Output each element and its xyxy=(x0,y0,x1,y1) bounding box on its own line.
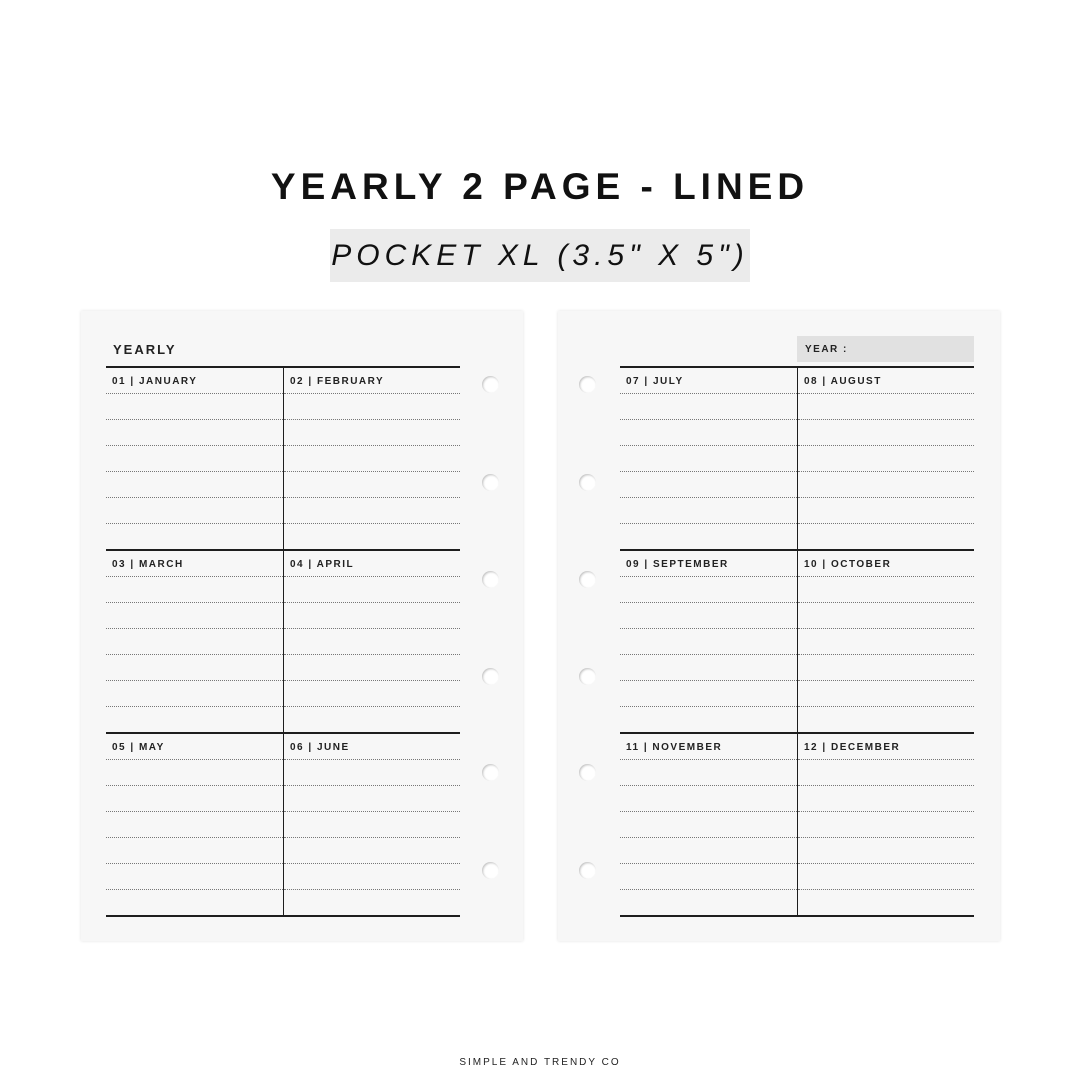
month-grid xyxy=(620,366,974,916)
writing-line xyxy=(106,785,283,786)
writing-line xyxy=(106,654,283,655)
writing-line xyxy=(798,523,974,524)
month-cell-march xyxy=(106,549,283,732)
writing-line xyxy=(106,863,283,864)
writing-line xyxy=(284,863,460,864)
title: YEARLY 2 PAGE - LINED xyxy=(270,166,810,207)
writing-line xyxy=(106,706,283,707)
grid-bottom-rule xyxy=(620,915,974,917)
writing-line xyxy=(284,393,460,394)
writing-line xyxy=(798,889,974,890)
writing-line xyxy=(284,785,460,786)
writing-line xyxy=(798,419,974,420)
writing-line xyxy=(620,654,797,655)
writing-line xyxy=(798,628,974,629)
writing-line xyxy=(620,889,797,890)
writing-line xyxy=(106,602,283,603)
month-cell-august xyxy=(797,366,974,549)
month-label: 09 | SEPTEMBER xyxy=(626,559,729,570)
writing-line xyxy=(106,471,283,472)
writing-line xyxy=(620,419,797,420)
writing-line xyxy=(106,419,283,420)
writing-line xyxy=(798,602,974,603)
punch-hole xyxy=(482,571,499,588)
writing-line xyxy=(620,497,797,498)
writing-line xyxy=(284,837,460,838)
month-label: 01 | JANUARY xyxy=(112,376,198,387)
month-label: 06 | JUNE xyxy=(290,742,350,753)
writing-line xyxy=(284,889,460,890)
month-cell-january xyxy=(106,366,283,549)
writing-line xyxy=(798,576,974,577)
writing-line xyxy=(798,811,974,812)
month-cell-april xyxy=(283,549,460,732)
punch-hole xyxy=(579,571,596,588)
writing-line xyxy=(620,759,797,760)
month-cell-september xyxy=(620,549,797,732)
writing-line xyxy=(798,837,974,838)
writing-line xyxy=(620,628,797,629)
writing-line xyxy=(284,759,460,760)
writing-line xyxy=(106,393,283,394)
month-label: 11 | NOVEMBER xyxy=(626,742,723,753)
punch-hole xyxy=(482,764,499,781)
writing-line xyxy=(798,706,974,707)
month-label: 07 | JULY xyxy=(626,376,684,387)
punch-hole xyxy=(579,862,596,879)
writing-line xyxy=(798,445,974,446)
writing-line xyxy=(620,602,797,603)
year-label: YEAR : xyxy=(805,344,848,355)
month-cell-june xyxy=(283,732,460,915)
month-cell-may xyxy=(106,732,283,915)
writing-line xyxy=(106,628,283,629)
writing-line xyxy=(620,863,797,864)
month-label: 02 | FEBRUARY xyxy=(290,376,385,387)
month-cell-november xyxy=(620,732,797,915)
punch-hole xyxy=(482,862,499,879)
writing-line xyxy=(284,523,460,524)
writing-line xyxy=(284,811,460,812)
writing-line xyxy=(106,497,283,498)
month-cell-july xyxy=(620,366,797,549)
punch-hole xyxy=(482,376,499,393)
month-label: 03 | MARCH xyxy=(112,559,184,570)
writing-line xyxy=(798,785,974,786)
month-label: 10 | OCTOBER xyxy=(804,559,892,570)
writing-line xyxy=(284,628,460,629)
punch-hole xyxy=(482,668,499,685)
month-cell-october xyxy=(797,549,974,732)
writing-line xyxy=(620,523,797,524)
month-label: 05 | MAY xyxy=(112,742,165,753)
writing-line xyxy=(106,680,283,681)
punch-hole xyxy=(579,474,596,491)
writing-line xyxy=(284,706,460,707)
writing-line xyxy=(798,654,974,655)
writing-line xyxy=(106,889,283,890)
writing-line xyxy=(284,576,460,577)
month-label: 12 | DECEMBER xyxy=(804,742,901,753)
writing-line xyxy=(284,654,460,655)
writing-line xyxy=(284,471,460,472)
month-cell-december xyxy=(797,732,974,915)
writing-line xyxy=(798,471,974,472)
month-cell-february xyxy=(283,366,460,549)
writing-line xyxy=(284,497,460,498)
writing-line xyxy=(106,576,283,577)
punch-hole xyxy=(482,474,499,491)
writing-line xyxy=(620,576,797,577)
writing-line xyxy=(798,680,974,681)
writing-line xyxy=(620,445,797,446)
month-label: 08 | AUGUST xyxy=(804,376,882,387)
writing-line xyxy=(620,393,797,394)
right-page xyxy=(558,311,1000,941)
writing-line xyxy=(798,497,974,498)
writing-line xyxy=(798,393,974,394)
punch-hole xyxy=(579,764,596,781)
page-heading: YEARLY xyxy=(113,342,177,357)
punch-hole xyxy=(579,668,596,685)
writing-line xyxy=(284,419,460,420)
grid-bottom-rule xyxy=(106,915,460,917)
writing-line xyxy=(620,706,797,707)
writing-line xyxy=(284,602,460,603)
month-grid xyxy=(106,366,460,916)
left-page xyxy=(81,311,523,941)
year-box[interactable] xyxy=(797,336,974,362)
writing-line xyxy=(620,811,797,812)
subtitle: POCKET XL (3.5" X 5") xyxy=(331,238,749,272)
writing-line xyxy=(798,863,974,864)
writing-line xyxy=(106,837,283,838)
writing-line xyxy=(284,445,460,446)
writing-line xyxy=(620,471,797,472)
writing-line xyxy=(798,759,974,760)
writing-line xyxy=(620,837,797,838)
punch-hole xyxy=(579,376,596,393)
writing-line xyxy=(106,759,283,760)
month-label: 04 | APRIL xyxy=(290,559,355,570)
writing-line xyxy=(106,445,283,446)
subtitle-box xyxy=(330,229,750,282)
writing-line xyxy=(106,811,283,812)
writing-line xyxy=(284,680,460,681)
writing-line xyxy=(620,785,797,786)
writing-line xyxy=(106,523,283,524)
footer-brand: SIMPLE AND TRENDY CO xyxy=(459,1057,621,1068)
writing-line xyxy=(620,680,797,681)
